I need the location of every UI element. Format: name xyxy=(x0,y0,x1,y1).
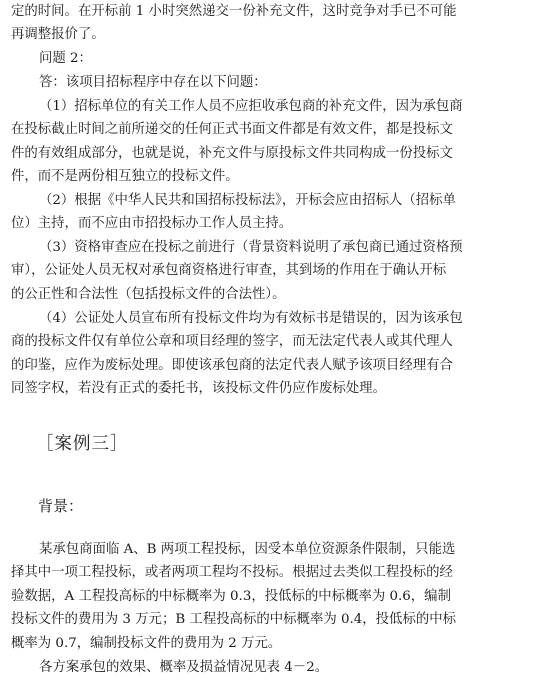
text-line: 定的时间。在开标前 1 小时突然递交一份补充文件，这时竞争对手已不可能 xyxy=(11,4,457,19)
text-line: 同签字权，若没有正式的委托书，该投标文件仍应作废标处理。 xyxy=(11,381,386,397)
text-line: （4）公证处人员宣布所有投标文件均为有效标书是错误的，因为该承包 xyxy=(39,311,463,326)
text-line: （2）根据《中华人民共和国招标投标法》，开标会应由招标人（招标单 xyxy=(39,193,456,208)
answer-item-1 xyxy=(11,95,537,189)
case-heading: ［案例三］ xyxy=(36,434,129,454)
text-line: 择其中一项工程投标，或者两项工程均不投标。根据过去类似工程投标的经 xyxy=(11,565,453,581)
text-line: 验数据，A 工程投高标的中标概率为 0.3，投低标的中标概率为 0.6，编制 xyxy=(11,588,451,604)
continued-paragraph xyxy=(11,0,537,47)
text-line: 商的投标文件仅有单位公章和项目经理的签字，而无法定代表人或其代理人 xyxy=(11,334,453,350)
text-line: 审），公证处人员无权对承包商资格进行审查，其到场的作用在于确认开标 xyxy=(11,263,447,279)
answer-intro: 答：该项目招标程序中存在以下问题： xyxy=(39,75,267,90)
text-line: （1）招标单位的有关工作人员不应拒收承包商的补充文件，因为承包商 xyxy=(39,99,463,114)
text-line: （3）资格审查应在投标之前进行（背景资料说明了承包商已通过资格预 xyxy=(39,240,463,255)
text-line: 件的有效组成部分，也就是说，补充文件与原投标文件共同构成一份投标文 xyxy=(11,145,453,161)
answer-item-2 xyxy=(11,189,537,236)
text-line: 件，而不是两份相互独立的投标文件。 xyxy=(11,169,239,185)
answer-item-4 xyxy=(11,307,537,401)
text-line: 概率为 0.7，编制投标文件的费用为 2 万元。 xyxy=(11,635,282,651)
text-line: 在投标截止时间之前所递交的任何正式书面文件都是有效文件，都是投标文 xyxy=(11,122,453,138)
background-heading: 背景： xyxy=(38,497,84,515)
background-paragraph xyxy=(11,538,537,655)
text-line: 投标文件的费用为 3 万元；B 工程投高标的中标概率为 0.4，投低标的中标 xyxy=(11,612,457,628)
text-line: 的印鉴，应作为废标处理。即使该承包商的法定代表人赋予该项目经理有合 xyxy=(11,357,453,373)
text-line: 位）主持，而不应由市招投标办工作人员主持。 xyxy=(11,216,293,232)
text-line: 某承包商面临 A、B 两项工程投标，因受本单位资源条件限制，只能选 xyxy=(39,542,456,557)
text-line: 的公正性和合法性（包括投标文件的合法性）。 xyxy=(11,286,286,302)
question-2-label: 问题 2： xyxy=(39,51,92,66)
text-line: 再调整报价了。 xyxy=(11,27,105,43)
answer-item-3 xyxy=(11,236,537,306)
table-reference-paragraph: 各方案承包的效果、概率及损益情况见表 4－2。 xyxy=(39,660,329,675)
